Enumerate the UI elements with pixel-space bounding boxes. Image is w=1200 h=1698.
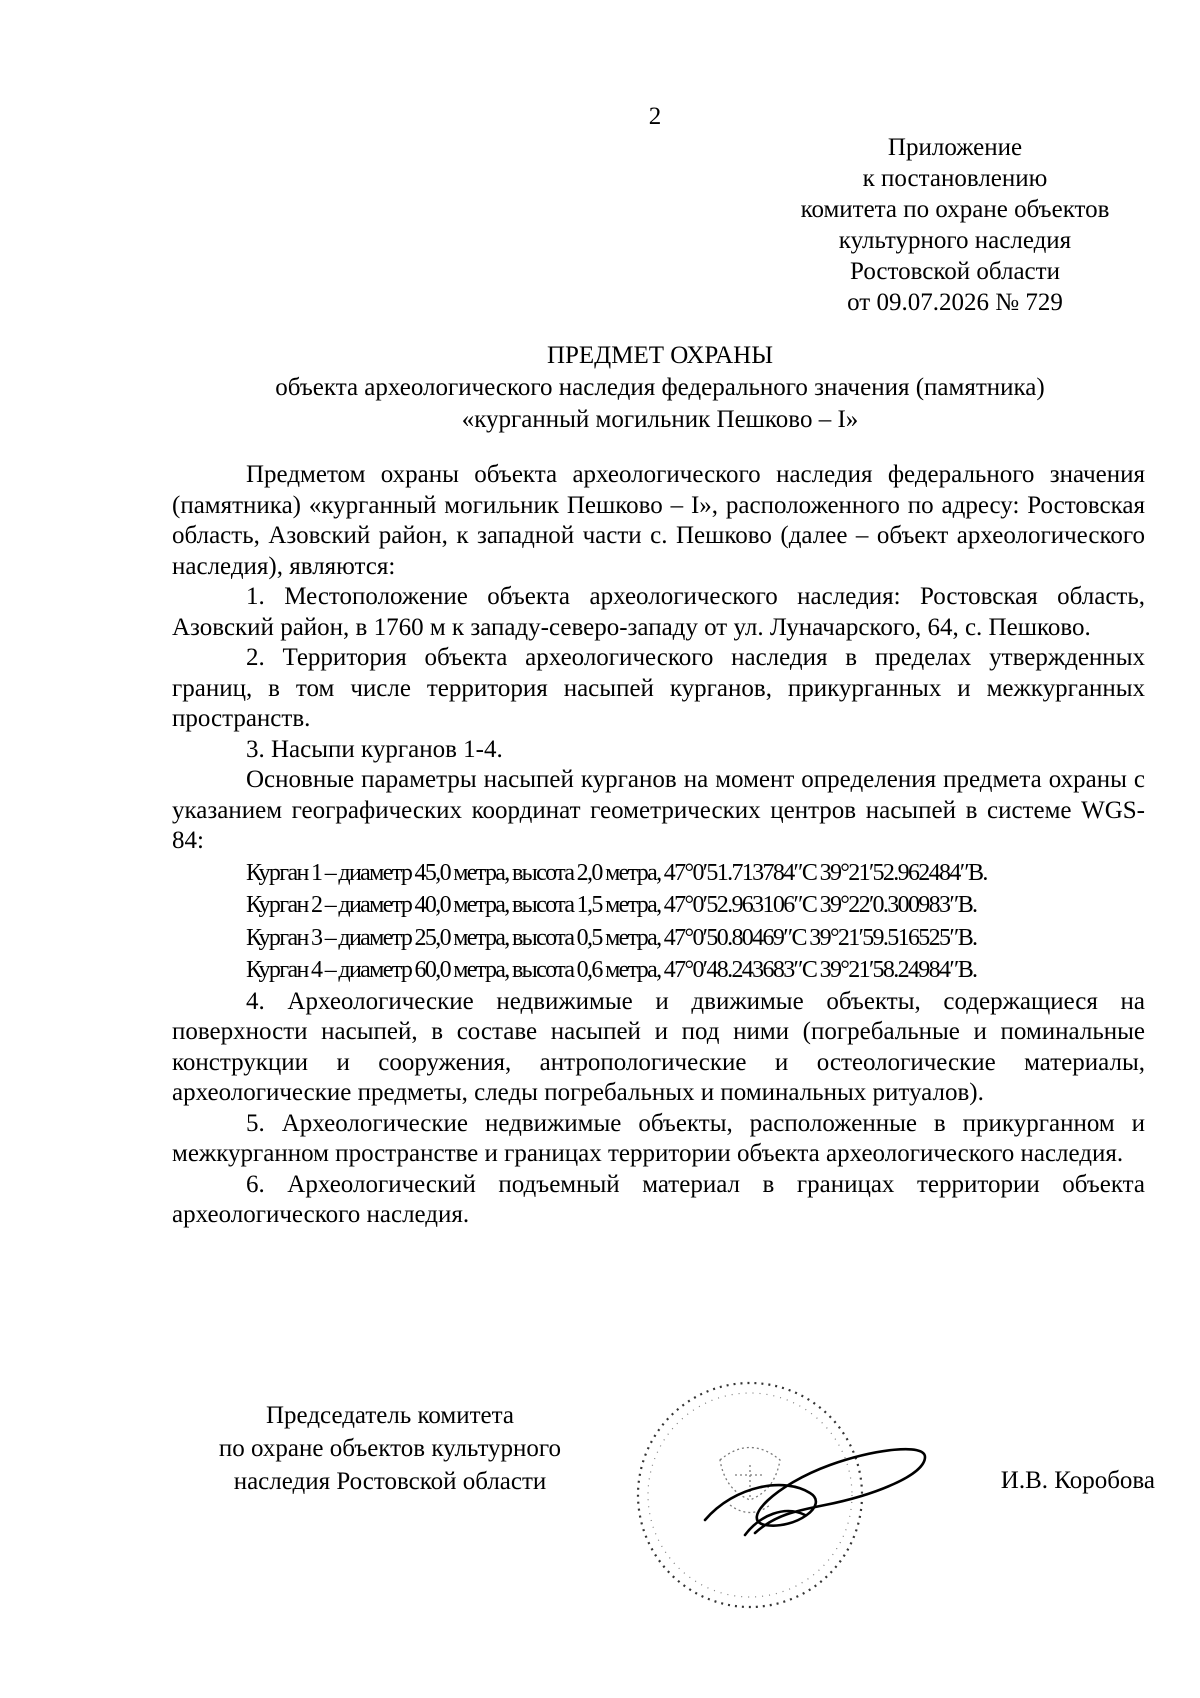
- appendix-line: культурного наследия: [838, 227, 1072, 254]
- item-paragraph: 5. Археологические недвижимые объекты, расположенные в прикурганном и межкурганном пространстве и границах территории объекта археологического наследия.: [172, 1109, 1145, 1167]
- signatory-title-line: наследия Ростовской области: [233, 1468, 547, 1495]
- parameters-paragraph: Основные параметры насыпей курганов на момент определения предмета охраны с указанием географических координат геометрических центров насыпей в системе WGS-84:: [172, 766, 1145, 854]
- kurgan-line: Курган 3 – диаметр 25,0 метра, высота 0,5 метра, 47°0′50.80469″С 39°21′59.516525″В.: [246, 924, 977, 951]
- document-subtitle: «курганный могильник Пешково – I»: [461, 406, 859, 433]
- signatory-title-line: Председатель комитета: [266, 1402, 514, 1429]
- item-paragraph: 6. Археологический подъемный материал в границах территории объекта археологического наследия.: [172, 1170, 1145, 1228]
- signatory-title-line: по охране объектов культурного: [218, 1435, 562, 1462]
- official-stamp-with-signature: [625, 1365, 945, 1625]
- item-paragraph: 3. Насыпи курганов 1-4.: [246, 735, 503, 763]
- item-paragraph: 1. Местоположение объекта археологического наследия: Ростовская область, Азовский район, в 1760 м к западу-северо-западу от ул. Луначарского, 64, с. Пешково.: [172, 583, 1145, 641]
- signatory-title: [170, 1399, 610, 1498]
- document-body: [172, 460, 1145, 1231]
- kurgan-line: Курган 4 – диаметр 60,0 метра, высота 0,6 метра, 47°0′48.243683″С 39°21′58.24984″В.: [246, 957, 977, 983]
- appendix-header: [745, 132, 1165, 318]
- appendix-line: к постановлению: [862, 165, 1048, 192]
- kurgan-line: Курган 1 – диаметр 45,0 метра, высота 2,0 метра, 47°0′51.713784″С 39°21′52.962484″В.: [246, 859, 987, 886]
- page-number: 2: [648, 103, 662, 130]
- document-heading: [170, 340, 1150, 436]
- intro-paragraph: Предметом охраны объекта археологического наследия федерального значения (памятника) «курганный могильник Пешково – I», расположенного по адресу: Ростовская область, Азовский район, к западной части с. Пешково (далее – объект археологического наследия), являются:: [172, 461, 1145, 580]
- appendix-line: от 09.07.2026 № 729: [847, 289, 1063, 316]
- item-paragraph: 2. Территория объекта археологического наследия в пределах утвержденных границ, в том числе территория насыпей курганов, прикурганных и межкурганных пространств.: [172, 644, 1145, 732]
- item-paragraph: 4. Археологические недвижимые и движимые объекты, содержащиеся на поверхности насыпей, в составе насыпей и под ними (погребальные и поминальные конструкции и сооружения, антропологические и остеологические материалы, археологические предметы, следы погребальных и поминальных ритуалов).: [172, 987, 1145, 1106]
- kurgan-line: Курган 2 – диаметр 40,0 метра, высота 1,5 метра, 47°0′52.963106″С 39°22′0.300983″В.: [246, 892, 977, 918]
- document-subtitle: объекта археологического наследия федерального значения (памятника): [275, 374, 1045, 401]
- document-title: ПРЕДМЕТ ОХРАНЫ: [546, 342, 774, 369]
- appendix-line: комитета по охране объектов: [800, 196, 1110, 223]
- appendix-line: Приложение: [887, 134, 1023, 161]
- signer-name: И.В. Коробова: [1000, 1467, 1155, 1494]
- appendix-line: Ростовской области: [850, 258, 1060, 285]
